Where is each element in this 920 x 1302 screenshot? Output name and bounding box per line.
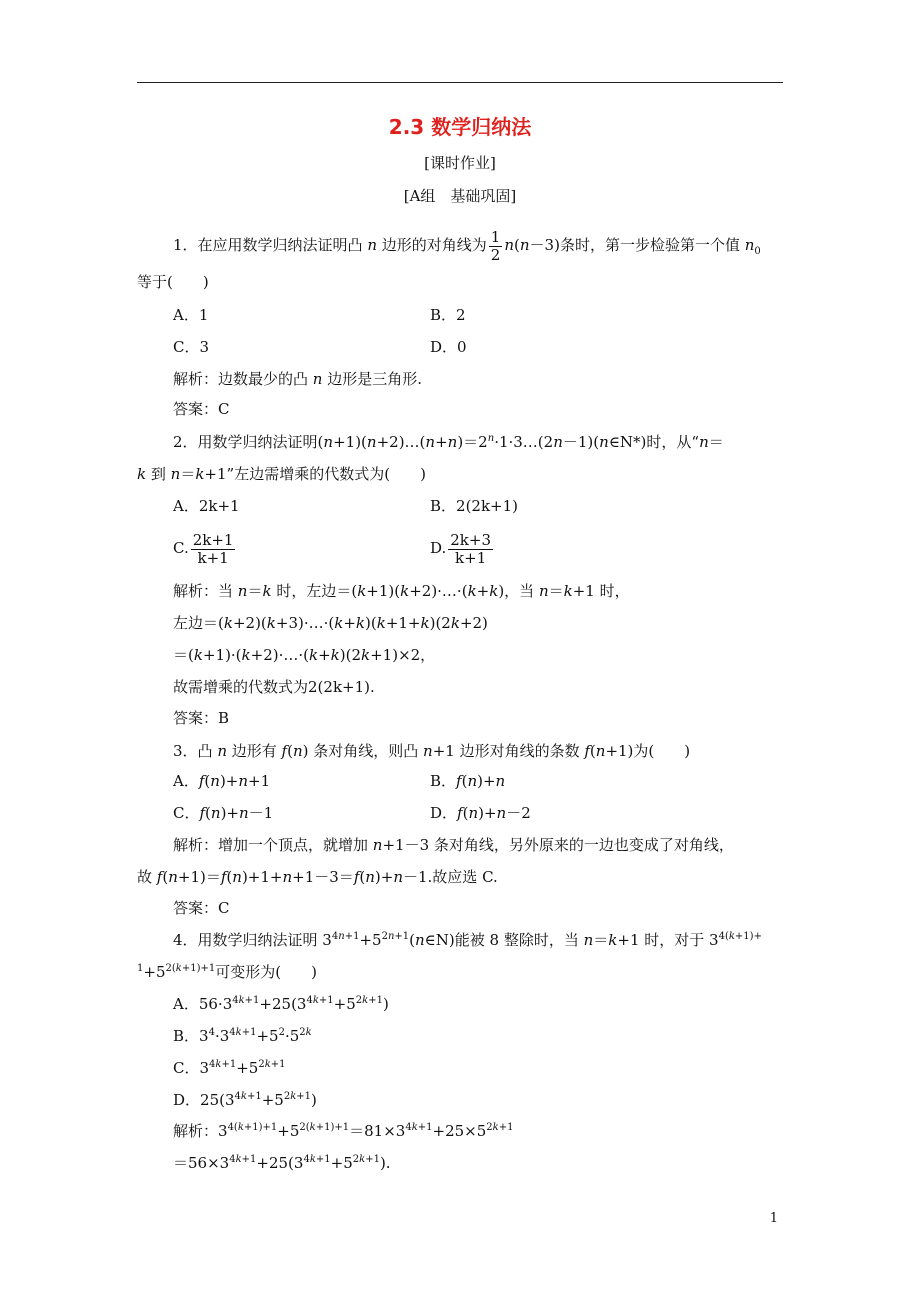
q3-analysis-line2: 故 f(n+1)＝f(n)+1+n+1－3＝f(n)+n－1.故应选 C.	[137, 868, 498, 886]
q2-option-b: B．2(2k+1)	[430, 497, 519, 515]
q2-stem: 2．用数学归纳法证明$(n+1)(n+2)\dots(n+n)=2^n\cdot 1\cdot 3\dots(2n-1)(n\in N*)$时，从“n＝	[173, 433, 724, 451]
q3-option-d: D．f(n)+n－2	[430, 804, 531, 822]
q2-option-c: C. $\frac{2k+1}{k+1}$	[173, 530, 234, 567]
q3-option-a: A．f(n)+n+1	[173, 772, 271, 790]
q1-option-c: C．3	[173, 338, 210, 356]
q2-analysis-line1: 解析：当 n＝k 时，左边＝(k+1)(k+2)·…·(k+k)，当 n＝k+1 时，	[173, 582, 630, 600]
group-heading: [A组 基础巩固]	[403, 187, 517, 205]
q1-option-d: D．0	[430, 338, 467, 356]
subtitle: [课时作业]	[424, 154, 496, 172]
q2-conclusion: 故需增乘的代数式为2(2k+1).	[173, 678, 375, 696]
q4-stem: 4．用数学归纳法证明 $3^{4n+1}+5^{2n+1}(n\in N)$能被 8 整除时，当 n＝k+1 时，对于 $3^{4(k+1)+}$	[173, 931, 762, 949]
q2-analysis-line2: 左边＝(k+2)(k+3)·…·(k+k)(k+1+k)(2k+2)	[173, 614, 488, 632]
q4-option-a: A．$56\cdot 3^{4k+1}+25(3^{4k+1}+5^{2k+1})$	[173, 995, 389, 1013]
q1-stem-line2: 等于( )	[137, 273, 209, 291]
q3-answer: 答案：C	[173, 899, 230, 917]
q1-analysis: 解析：边数最少的凸 n 边形是三角形.	[173, 370, 423, 388]
q2-stem-line2: k 到 n＝k+1”左边需增乘的代数式为( )	[137, 465, 426, 483]
q4-analysis-line2: $=56\times 3^{4k+1}+25(3^{4k+1}+5^{2k+1})$.	[173, 1154, 391, 1172]
q1-option-b: B．2	[430, 306, 466, 324]
q4-option-d: D．$25(3^{4k+1}+5^{2k+1})$	[173, 1091, 317, 1109]
q2-option-a: A．2k+1	[173, 497, 240, 515]
page-number: 1	[769, 1211, 778, 1226]
q1-option-a: A．1	[173, 306, 209, 324]
q2-analysis-line3: ＝(k+1)·(k+2)·…·(k+k)(2k+1)×2，	[173, 646, 436, 664]
q4-analysis-line1: 解析：$3^{4(k+1)+1}+5^{2(k+1)+1}=81\times 3^{4k+1}+25\times 5^{2k+1}$	[173, 1122, 514, 1140]
q1-stem: 1．在应用数学归纳法证明凸 n 边形的对角线为 $\frac{1}{2}$ n(n－3)条时，第一步检验第一个值 $n_0$	[173, 227, 761, 264]
q2-answer: 答案：B	[173, 709, 230, 727]
q4-option-c: C．$3^{4k+1}+5^{2k+1}$	[173, 1059, 286, 1077]
q1-answer: 答案：C	[173, 400, 230, 418]
q3-stem: 3．凸 n 边形有 f(n) 条对角线，则凸 n+1 边形对角线的条数 f(n+1)为( )	[173, 742, 691, 760]
header-rule	[137, 82, 783, 83]
q2-option-d: D. $\frac{2k+3}{k+1}$	[430, 530, 492, 567]
q3-analysis-line1: 解析：增加一个顶点，就增加 n+1－3 条对角线，另外原来的一边也变成了对角线，	[173, 836, 734, 854]
page-title: 2.3 数学归纳法	[388, 115, 532, 139]
q3-option-b: B．f(n)+n	[430, 772, 506, 790]
q4-stem-line2: $^1+5^{2(k+1)+1}$可变形为( )	[137, 963, 317, 981]
q4-option-b: B．$3^4\cdot 3^{4k+1}+5^2\cdot 5^{2k}$	[173, 1027, 312, 1045]
q3-option-c: C．f(n)+n－1	[173, 804, 274, 822]
q1-fraction: $\frac{1}{2}$	[490, 227, 501, 264]
